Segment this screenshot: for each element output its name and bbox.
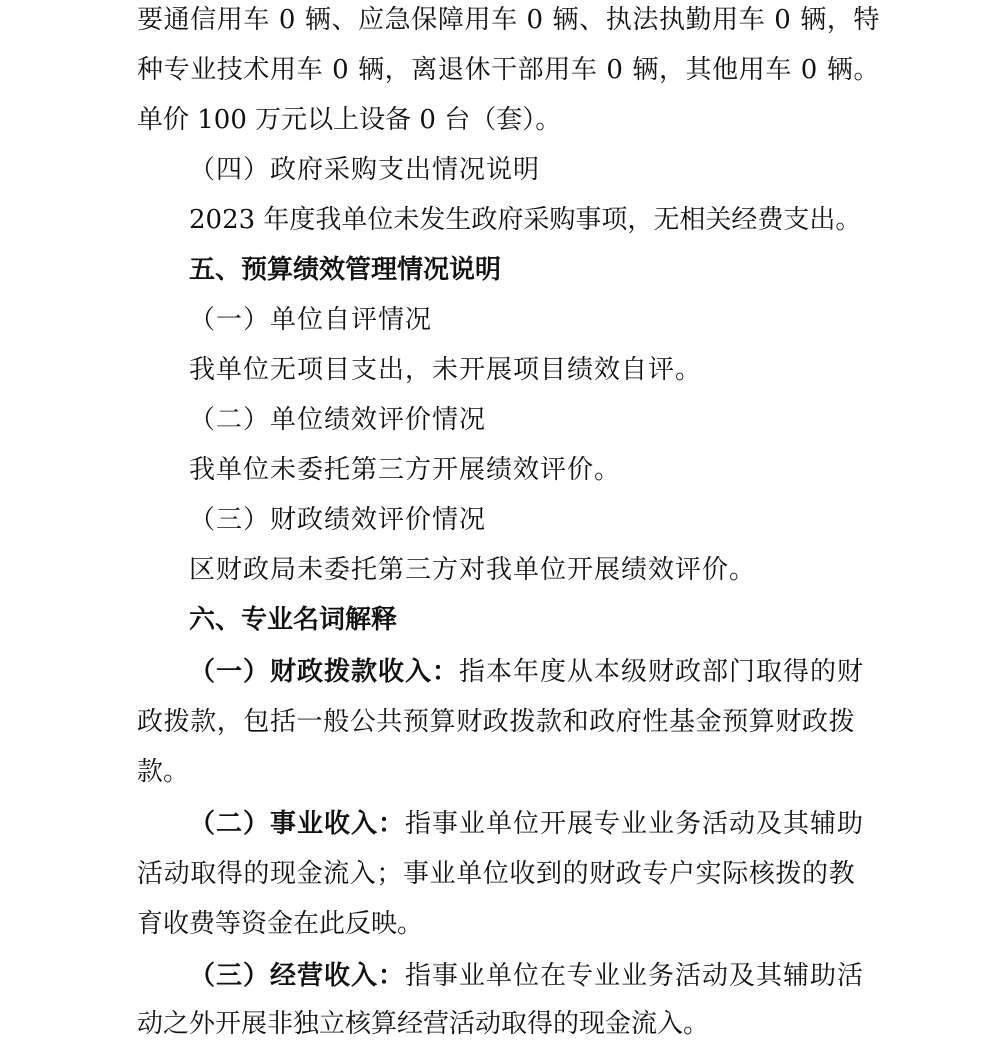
- section-heading: [189, 502, 1000, 538]
- term-label: （三）经营收入：: [189, 961, 406, 991]
- term-definition: 指本年度从本级财政部门取得的财: [459, 657, 865, 687]
- paragraph-line: [137, 2, 881, 38]
- term-definition: 动之外开展非独立核算经营活动取得的现金流入。: [137, 1009, 710, 1039]
- fiscal-evaluation-heading: （三）财政绩效评价情况: [189, 505, 487, 535]
- equipment-stats-line: 单价 100 万元以上设备 0 台（套）。: [137, 105, 562, 135]
- section-heading: [189, 302, 1000, 338]
- performance-management-heading: 五、预算绩效管理情况说明: [189, 255, 502, 285]
- self-evaluation-text: 我单位无项目支出，未开展项目绩效自评。: [189, 355, 703, 385]
- paragraph-line: [189, 202, 1000, 238]
- term-definition: 指事业单位在专业业务活动及其辅助活: [405, 961, 865, 991]
- procurement-text: 2023 年度我单位未发生政府采购事项，无相关经费支出。: [189, 205, 862, 235]
- part-heading: [189, 252, 1000, 288]
- paragraph-line: [137, 704, 1000, 740]
- paragraph-line: [189, 654, 1000, 690]
- paragraph-line: [137, 52, 1000, 88]
- part-heading: [189, 602, 1000, 638]
- term-definition: 政拨款，包括一般公共预算财政拨款和政府性基金预算财政拨: [137, 707, 856, 737]
- section-heading: [189, 152, 1000, 188]
- term-label: （一）财政拨款收入：: [189, 657, 460, 687]
- paragraph-line: [137, 1006, 1000, 1042]
- unit-evaluation-heading: （二）单位绩效评价情况: [189, 405, 487, 435]
- term-definition: 款。: [137, 757, 190, 787]
- self-evaluation-heading: （一）单位自评情况: [189, 305, 433, 335]
- paragraph-line: [189, 352, 1000, 388]
- paragraph-line: [137, 856, 1000, 892]
- paragraph-line: [137, 102, 1000, 138]
- term-definition: 活动取得的现金流入；事业单位收到的财政专户实际核拨的教: [137, 859, 856, 889]
- paragraph-line: [137, 754, 1000, 790]
- section-heading: [189, 402, 1000, 438]
- paragraph-line: [189, 958, 1000, 994]
- term-label: （二）事业收入：: [189, 809, 406, 839]
- paragraph-line: [189, 452, 1000, 488]
- procurement-heading: （四）政府采购支出情况说明: [189, 155, 541, 185]
- paragraph-line: [137, 906, 1000, 942]
- glossary-heading: 六、专业名词解释: [189, 605, 398, 635]
- fiscal-evaluation-text: 区财政局未委托第三方对我单位开展绩效评价。: [189, 555, 757, 585]
- unit-evaluation-text: 我单位未委托第三方开展绩效评价。: [189, 455, 622, 485]
- paragraph-line: [189, 806, 1000, 842]
- term-definition: 育收费等资金在此反映。: [137, 909, 424, 939]
- paragraph-line: [189, 552, 1000, 588]
- term-definition: 指事业单位开展专业业务活动及其辅助: [405, 809, 865, 839]
- vehicle-stats-line-1: 要通信用车 0 辆、应急保障用车 0 辆、执法执勤用车 0 辆，特: [137, 5, 881, 35]
- vehicle-stats-line-2: 种专业技术用车 0 辆，离退休干部用车 0 辆，其他用车 0 辆。: [137, 55, 881, 85]
